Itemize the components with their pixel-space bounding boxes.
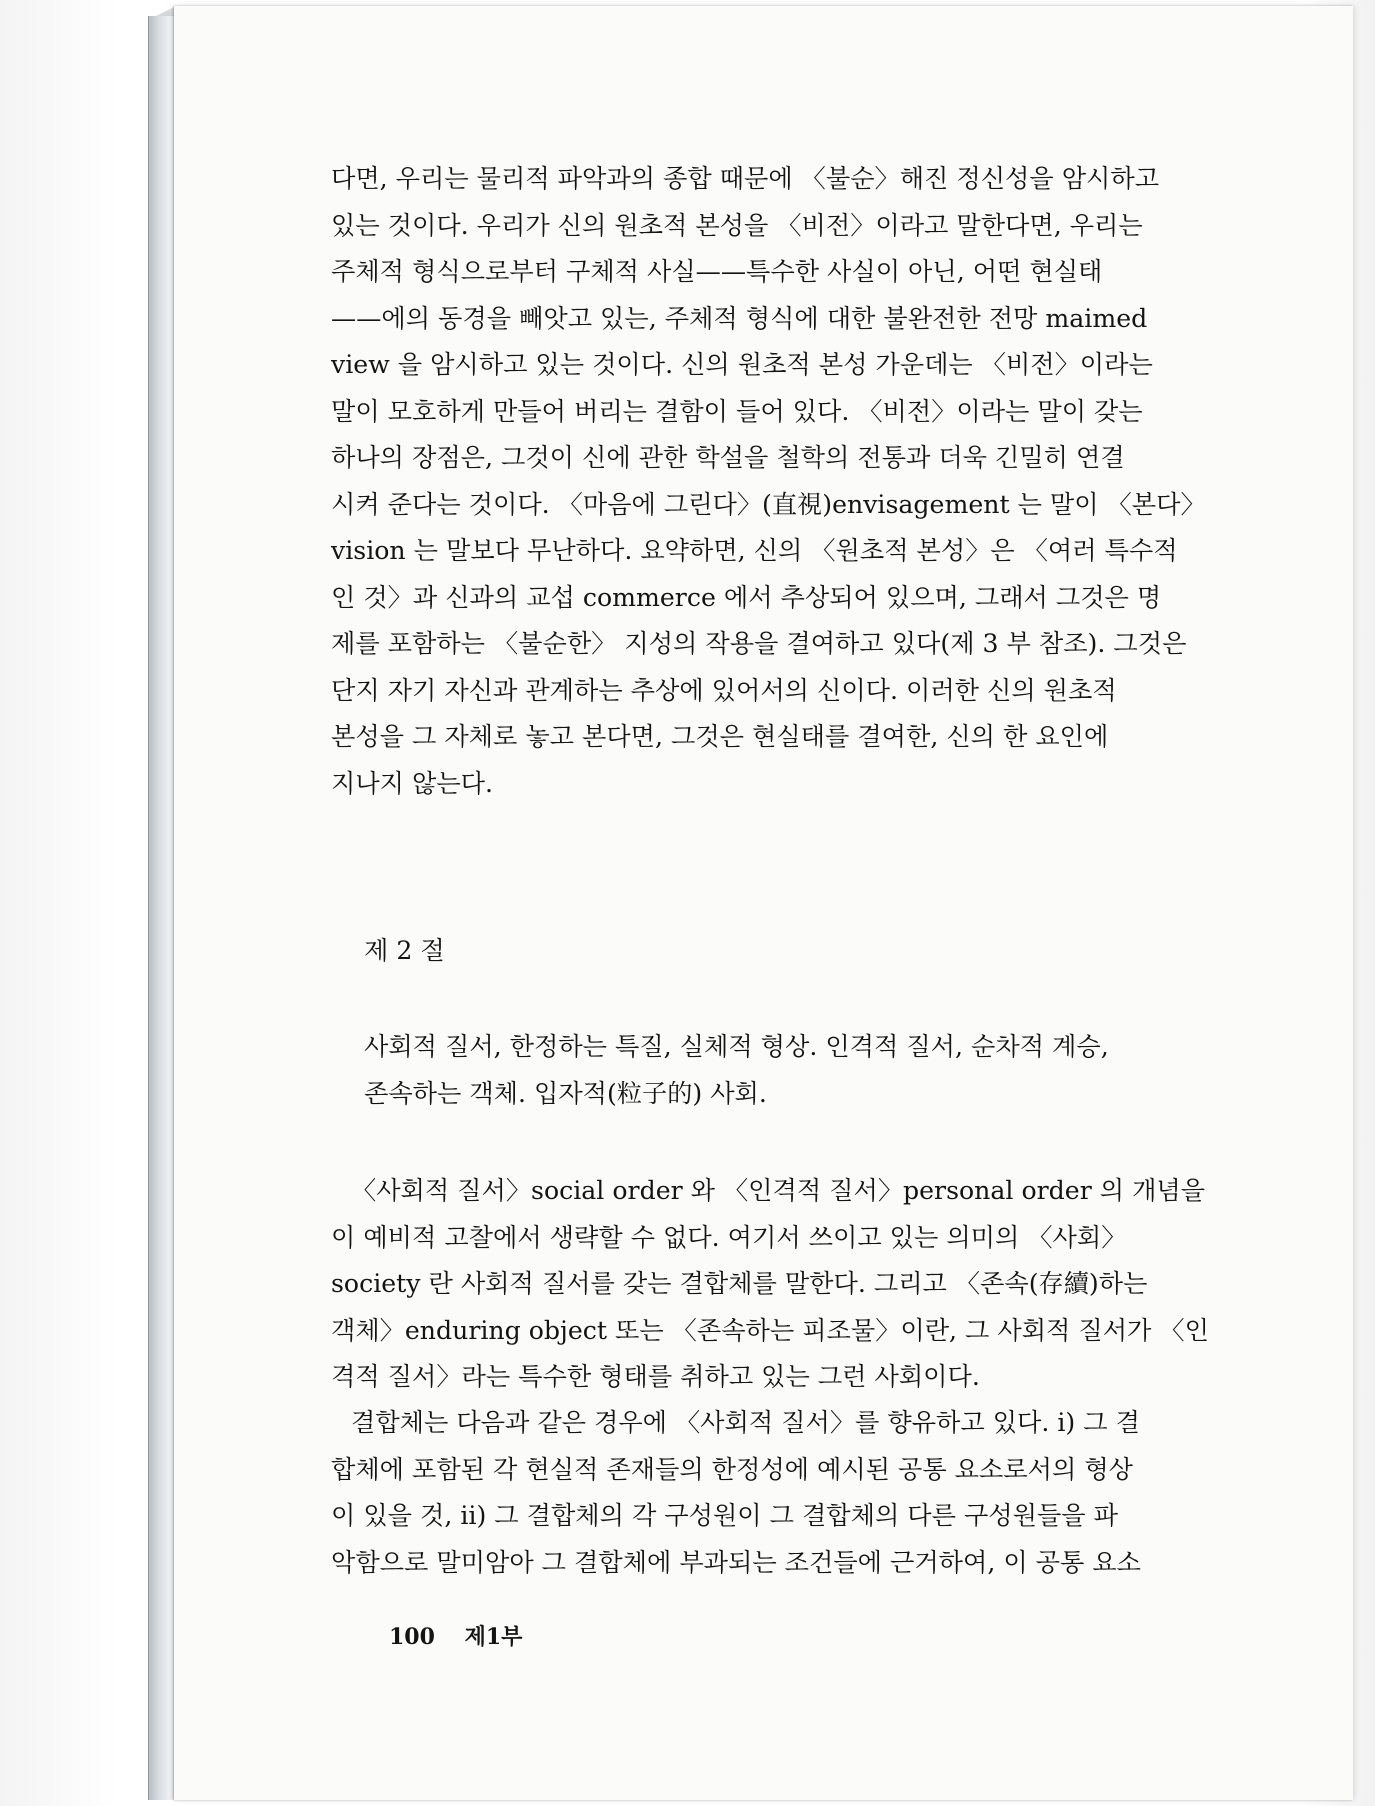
book-page [174,6,1353,1800]
text-line: 〈사회적 질서〉social order 와 〈인격적 질서〉personal order 의 개념을 [351,1176,1206,1205]
text-line: 있는 것이다. 우리가 신의 원초적 본성을 〈비전〉이라고 말한다면, 우리는 [331,210,1143,240]
paragraph-2-body [331,1168,1246,1401]
text-line: 시켜 준다는 것이다. 〈마음에 그린다〉(直視)envisagement 는 말이 〈본다〉 [331,489,1206,519]
text-line: 단지 자기 자신과 관계하는 추상에 있어서의 신이다. 이러한 신의 원초적 [331,675,1117,705]
paragraph-1-body [331,156,1246,807]
text-line: 격적 질서〉라는 특수한 형태를 취하고 있는 그런 사회이다. [331,1362,980,1391]
text-line: 말이 모호하게 만들어 버리는 결함이 들어 있다. 〈비전〉이라는 말이 갖는 [331,396,1143,426]
text-line: 하나의 장점은, 그것이 신에 관한 학설을 철학의 전통과 더욱 긴밀히 연결 [331,443,1125,472]
text-line: view 을 암시하고 있는 것이다. 신의 원초적 본성 가운데는 〈비전〉이라는 [331,350,1153,379]
book-spine-edge [148,16,177,1800]
text-line: 결합체는 다음과 같은 경우에 〈사회적 질서〉를 향유하고 있다. ⅰ) 그 결 [351,1408,1140,1437]
page-footer [389,1620,522,1651]
text-line: 제를 포함하는 〈불순한〉 지성의 작용을 결여하고 있다(제 3 부 참조). 그것은 [331,629,1187,658]
text-line: 본성을 그 자체로 놓고 본다면, 그것은 현실태를 결여한, 신의 한 요인에 [331,722,1109,751]
text-line: 이 예비적 고찰에서 생략할 수 없다. 여기서 쓰이고 있는 의미의 〈사회〉 [331,1222,1127,1252]
paragraph-2 [331,1168,1246,1401]
text-line: vision 는 말보다 무난하다. 요약하면, 신의 〈원초적 본성〉은 〈여러 특수적 [331,536,1178,565]
text-line: 다면, 우리는 물리적 파악과의 종합 때문에 〈불순〉해진 정신성을 암시하고 [331,164,1160,193]
paragraph-3 [331,1400,1246,1586]
paragraph-3-body [331,1400,1246,1586]
summary-line: 존속하는 객체. 입자적(粒子的) 사회. [364,1078,767,1108]
text-line: 이 있을 것, ⅱ) 그 결합체의 각 구성원이 그 결합체의 다른 구성원들을 파 [331,1501,1118,1530]
text-line: 객체〉enduring object 또는 〈존속하는 피조물〉이란, 그 사회적 질서가 〈인 [331,1315,1209,1345]
summary-line: 사회적 질서, 한정하는 특질, 실체적 형상. 인격적 질서, 순차적 계승, [364,1032,1109,1061]
page-number: 100 [389,1624,435,1650]
text-line: society 란 사회적 질서를 갖는 결합체를 말한다. 그리고 〈존속(存續)하는 [331,1269,1148,1298]
text-line: 주체적 형식으로부터 구체적 사실——특수한 사실이 아닌, 어떤 현실태 [331,257,1103,286]
paragraph-1 [331,156,1246,807]
text-line: 지나지 않는다. [331,768,493,798]
section-summary [364,1024,1244,1117]
section-heading: 제 2 절 [364,936,445,965]
book [148,6,1353,1800]
part-label: 제1부 [464,1624,523,1650]
text-line: 합체에 포함된 각 현실적 존재들의 한정성에 예시된 공통 요소로서의 형상 [331,1454,1133,1484]
text-line: ——에의 동경을 빼앗고 있는, 주체적 형식에 대한 불완전한 전망 maimed [331,303,1148,333]
text-line: 악함으로 말미암아 그 결합체에 부과되는 조건들에 근거하여, 이 공통 요소 [331,1547,1141,1577]
text-line: 인 것〉과 신과의 교섭 commerce 에서 추상되어 있으며, 그래서 그것은 명 [331,582,1162,612]
